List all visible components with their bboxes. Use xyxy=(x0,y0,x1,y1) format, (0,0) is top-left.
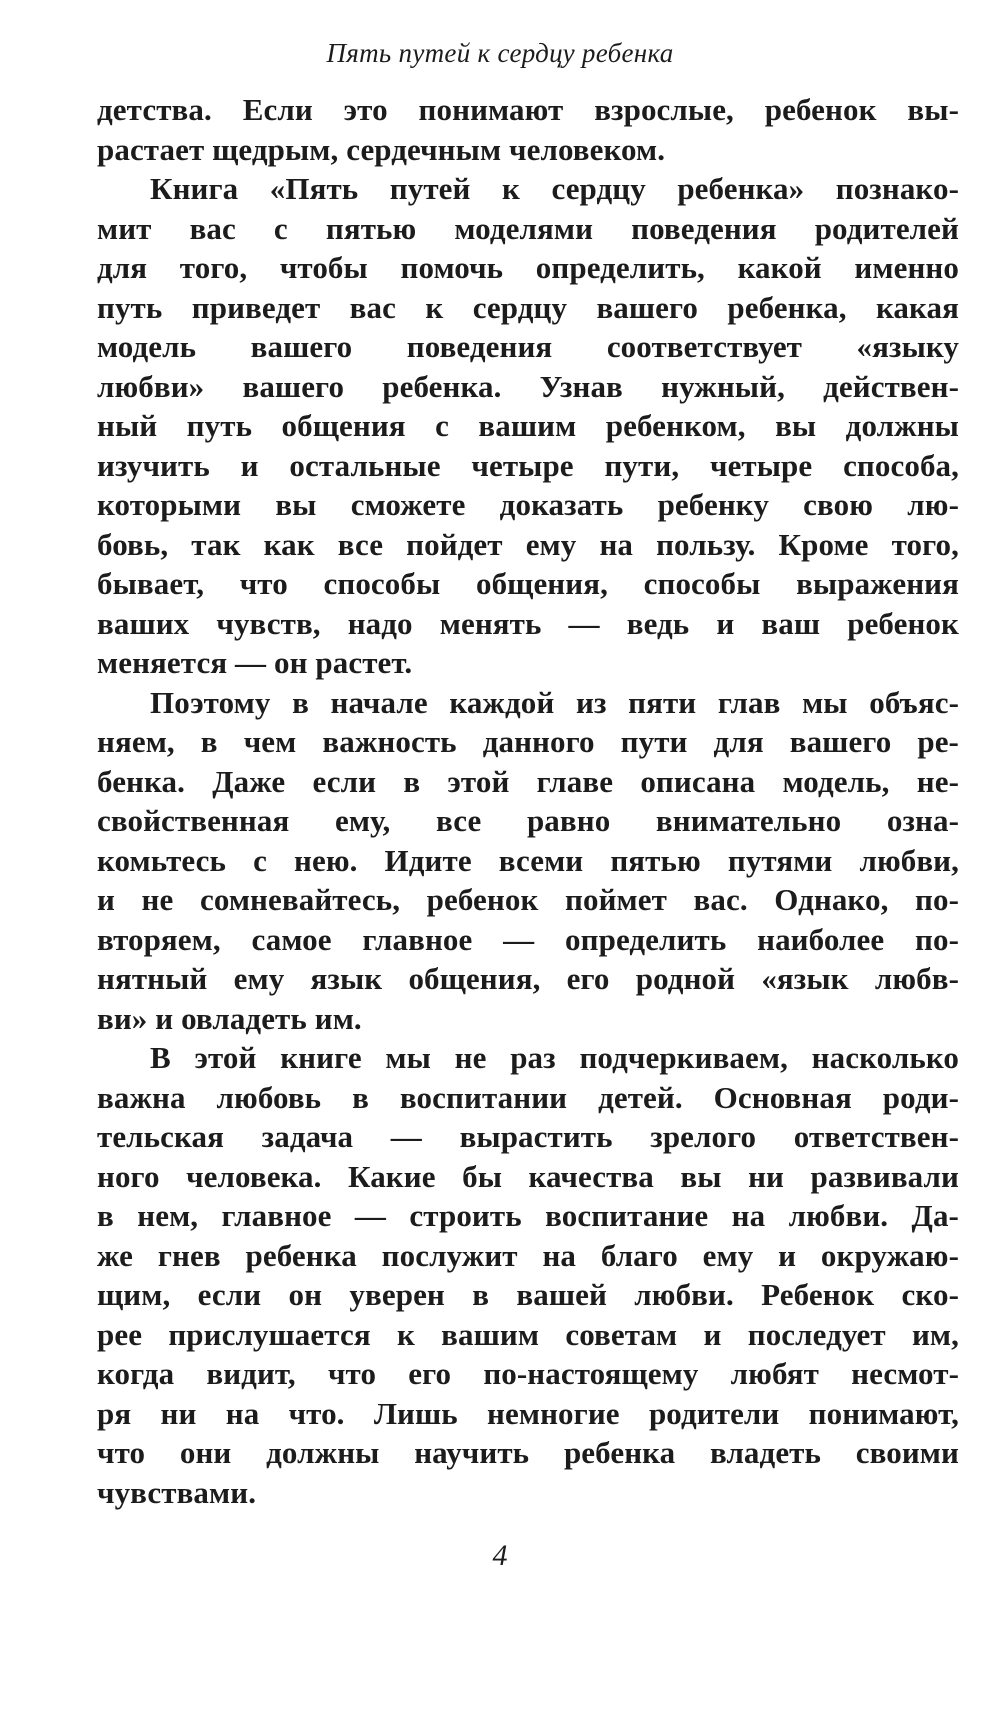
text-line: ви» и овладеть им. xyxy=(97,1000,362,1036)
text-line: мит вас с пятью моделями поведения родителей xyxy=(97,210,959,246)
body-text xyxy=(97,90,959,1512)
text-line: изучить и остальные четыре пути, четыре способа, xyxy=(97,447,959,483)
text-line: детства. Если это понимают взрослые, ребенок вы- xyxy=(97,92,959,127)
text-line: комьтесь с нею. Идите всеми пятью путями любви, xyxy=(97,842,959,878)
text-line: няем, в чем важность данного пути для вашего ре- xyxy=(97,724,959,759)
text-line: которыми вы сможете доказать ребенку свою лю- xyxy=(97,487,959,522)
text-line: когда видит, что его по-настоящему любят несмот- xyxy=(97,1356,959,1391)
text-line: же гнев ребенка послужит на благо ему и окружаю- xyxy=(97,1237,959,1273)
text-line: растает щедрым, сердечным человеком. xyxy=(97,131,666,167)
text-line: щим, если он уверен в вашей любви. Ребенок ско- xyxy=(97,1277,959,1312)
running-head: Пять путей к сердцу ребенка xyxy=(326,38,674,68)
text-line: модель вашего поведения соответствует «языку xyxy=(97,329,959,364)
text-line: нятный ему язык общения, его родной «язык любв- xyxy=(97,961,959,996)
text-line: ря ни на что. Лишь немногие родители понимают, xyxy=(97,1395,959,1431)
text-line: бовь, так как все пойдет ему на пользу. Кроме того, xyxy=(97,526,959,562)
text-line: ного человека. Какие бы качества вы ни развивали xyxy=(97,1158,959,1194)
text-line: бывает, что способы общения, способы выражения xyxy=(97,566,959,601)
text-line: в нем, главное — строить воспитание на любви. Да- xyxy=(97,1198,959,1233)
text-line: В этой книге мы не раз подчеркиваем, насколько xyxy=(150,1040,959,1075)
text-line: важна любовь в воспитании детей. Основная роди- xyxy=(97,1079,959,1115)
text-line: и не сомневайтесь, ребенок поймет вас. Однако, по- xyxy=(97,882,959,917)
text-line: тельская задача — вырастить зрелого ответствен- xyxy=(97,1119,959,1154)
text-line: любви» вашего ребенка. Узнав нужный, действен- xyxy=(97,368,959,404)
text-line: меняется — он растет. xyxy=(97,645,413,680)
page-number: 4 xyxy=(492,1539,508,1572)
text-line: для того, чтобы помочь определить, какой именно xyxy=(97,250,959,285)
text-line: ваших чувств, надо менять — ведь и ваш ребенок xyxy=(97,605,959,641)
text-line: Книга «Пять путей к сердцу ребенка» познако- xyxy=(150,171,959,206)
text-line: свойственная ему, все равно внимательно озна- xyxy=(97,803,959,838)
text-line: что они должны научить ребенка владеть своими xyxy=(97,1435,959,1470)
text-line: бенка. Даже если в этой главе описана модель, не- xyxy=(97,763,959,799)
text-line: чувствами. xyxy=(97,1474,257,1510)
text-line: Поэтому в начале каждой из пяти глав мы объяс- xyxy=(150,684,959,720)
text-line: ный путь общения с вашим ребенком, вы должны xyxy=(97,408,959,443)
text-line: путь приведет вас к сердцу вашего ребенка, какая xyxy=(97,289,959,325)
text-line: рее прислушается к вашим советам и последует им, xyxy=(97,1316,959,1352)
text-line: вторяем, самое главное — определить наиболее по- xyxy=(97,921,959,957)
